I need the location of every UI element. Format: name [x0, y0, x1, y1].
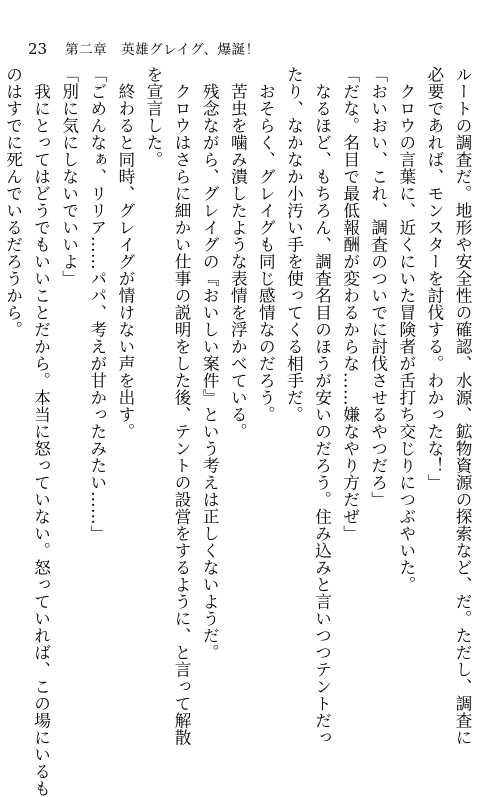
text-line: 「おいおい、これ、調査のついでに討伐させるやつだろ」: [368, 66, 388, 508]
text-line: 我にとってはどうでもいいことだから。本当に怒っていない。怒っていれば、この場にいるも: [31, 66, 51, 797]
text-line: ルートの調査だ。地形や安全性の確認、水源、鉱物資源の探索など、だ。ただし、調査に: [453, 66, 472, 746]
chapter-title: 第二章 英雄グレイグ、爆誕！: [65, 42, 260, 58]
text-line: 「だな。名目で最低報酬が変わるからな……嫌なやり方だぜ」: [340, 66, 360, 542]
text-line: 苦虫を噛み潰したような表情を浮かべている。: [228, 66, 248, 440]
text-line: なるほど、もちろん、調査名目のほうが安いのだろう。住み込みと言いつつテントだっ: [312, 66, 332, 746]
vertical-body-text: [3, 66, 476, 797]
text-line: クロウはさらに細かい仕事の説明をした後、テントの設営をするように、と言って解散: [172, 66, 192, 746]
text-line: 必要であれば、モンスターを討伐する。わかったな！」: [424, 66, 444, 491]
text-line: 「別に気にしないでいいよ」: [59, 66, 79, 287]
text-line: を宣言した。: [143, 66, 163, 168]
page-number: 23: [28, 40, 48, 58]
text-line: 終わると同時、グレイグが情けない声を出す。: [115, 66, 135, 440]
running-header: [28, 38, 260, 58]
text-line: 残念ながら、グレイグの『おいしい案件』という考えは正しくないようだ。: [200, 66, 220, 661]
text-line: 「ごめんなぁ、リリア……パパ、考えが甘かったみたい……」: [87, 66, 107, 542]
text-line: たり、なかなか小汚い手を使ってくる相手だ。: [284, 66, 304, 423]
text-line: のはすでに死んでいるだろうから。: [3, 66, 23, 338]
text-line: クロウの言葉に、近くにいた冒険者が舌打ち交じりにつぶやいた。: [396, 66, 416, 593]
text-line: おそらく、グレイグも同じ感情なのだろう。: [256, 66, 276, 423]
